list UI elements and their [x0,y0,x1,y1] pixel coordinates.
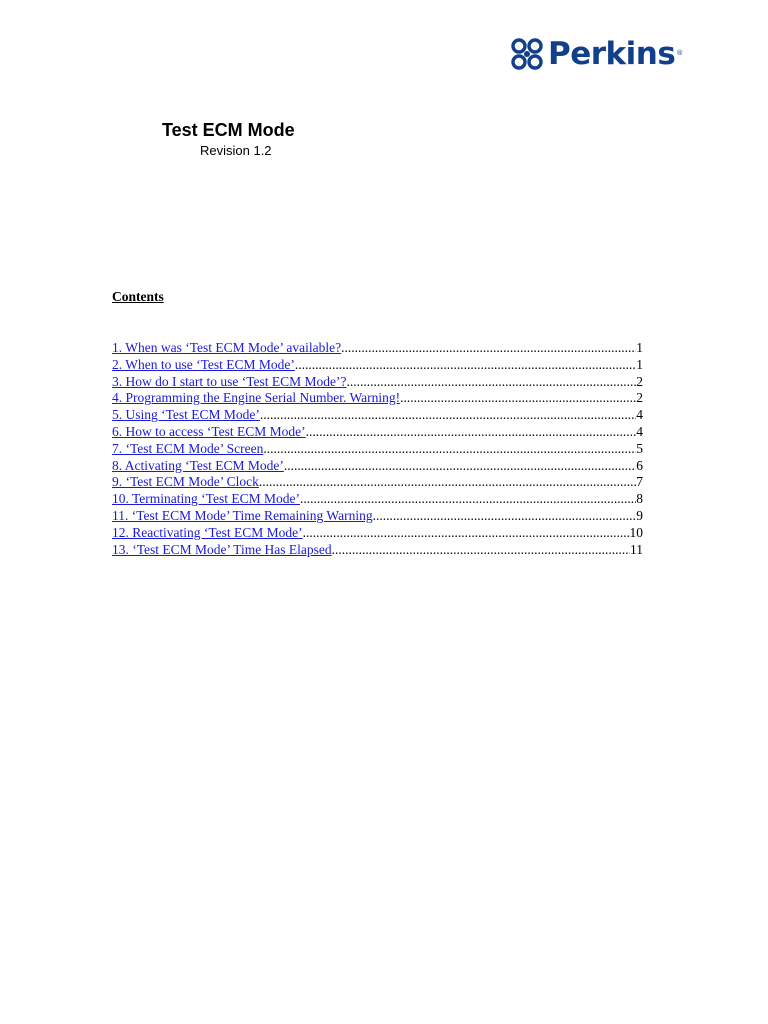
toc-item-10 [112,491,643,508]
toc-leader-dots [300,491,636,508]
toc-page-number: 1 [636,356,643,372]
toc-link-8[interactable]: 8. Activating ‘Test ECM Mode’ [112,457,284,473]
toc-link-3[interactable]: 3. How do I start to use ‘Test ECM Mode’? [112,373,347,389]
toc-page-number: 2 [636,373,643,389]
toc-link-4[interactable]: 4. Programming the Engine Serial Number. Warning! [112,390,401,406]
toc-page-number: 9 [636,507,643,523]
perkins-logo [510,36,683,72]
toc-leader-dots [295,357,636,374]
toc-leader-dots [332,542,630,559]
registered-mark: ® [676,49,684,57]
toc-leader-dots [341,340,636,357]
toc-link-7[interactable]: 7. ‘Test ECM Mode’ Screen [112,440,264,456]
toc-page-number: 4 [636,407,643,423]
toc-item-9 [112,474,643,491]
toc-item-3 [112,374,643,391]
toc-item-12 [112,525,643,542]
toc-link-12[interactable]: 12. Reactivating ‘Test ECM Mode’ [112,524,303,540]
toc-leader-dots [260,407,636,424]
toc-page-number: 4 [636,423,643,439]
toc-link-11[interactable]: 11. ‘Test ECM Mode’ Time Remaining Warning [112,507,373,523]
toc-item-13 [112,542,643,559]
toc-link-2[interactable]: 2. When to use ‘Test ECM Mode’ [112,356,295,372]
contents-heading: Contents [112,289,164,304]
toc-item-4 [112,390,643,407]
toc-leader-dots [400,390,636,407]
toc-link-10[interactable]: 10. Terminating ‘Test ECM Mode’ [112,491,300,507]
toc-leader-dots [259,474,636,491]
toc-item-5 [112,407,643,424]
toc-item-8 [112,458,643,475]
toc-page-number: 11 [630,541,643,557]
perkins-logo-text: Perkins [548,36,676,72]
toc-page-number: 5 [636,440,643,456]
toc-link-1[interactable]: 1. When was ‘Test ECM Mode’ available? [112,340,342,355]
toc-page-number: 2 [636,390,643,406]
toc-page-number: 7 [636,474,643,490]
toc-item-7 [112,441,643,458]
toc-leader-dots [284,458,636,475]
toc-item-6 [112,424,643,441]
toc-leader-dots [347,374,637,391]
toc-link-5[interactable]: 5. Using ‘Test ECM Mode’ [112,407,260,423]
toc-leader-dots [263,441,636,458]
toc-page-number: 1 [636,340,643,355]
document-revision: Revision 1.2 [200,143,272,158]
document-title: Test ECM Mode [162,120,295,140]
toc-item-11 [112,508,643,525]
toc-link-9[interactable]: 9. ‘Test ECM Mode’ Clock [112,474,259,490]
toc-leader-dots [303,525,630,542]
toc-leader-dots [306,424,637,441]
toc-link-13[interactable]: 13. ‘Test ECM Mode’ Time Has Elapsed [112,541,332,557]
toc-item-1 [112,340,643,357]
toc-item-2 [112,357,643,374]
toc-link-6[interactable]: 6. How to access ‘Test ECM Mode’ [112,423,306,439]
toc-page-number: 10 [629,524,643,540]
perkins-logo-mark-icon [510,37,544,71]
toc-leader-dots [373,508,637,525]
table-of-contents [112,340,643,558]
toc-page-number: 6 [636,457,643,473]
toc-page-number: 8 [636,491,643,507]
